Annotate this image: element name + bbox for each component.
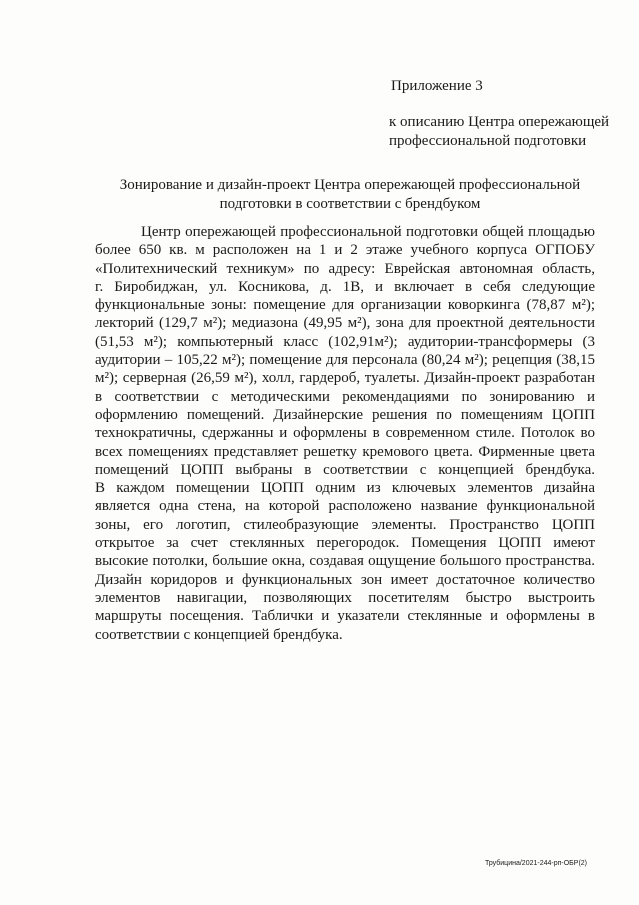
- body-line: помещений ЦОПП выбраны в соответствии с концепцией брендбука.: [95, 461, 595, 478]
- appendix-subtitle: [389, 113, 609, 151]
- body-line: соответствии с концепцией брендбука.: [95, 626, 343, 643]
- body-line: лекторий (129,7 м²); медиазона (49,95 м²), зона для проектной деятельности: [95, 315, 595, 332]
- body-line: всех помещениях представляет решетку кремового цвета. Фирменные цвета: [95, 443, 595, 460]
- body-line: является одна стена, на которой расположено название функциональной: [95, 498, 595, 515]
- body-line: функциональные зоны: помещение для организации коворкинга (78,87 м²);: [95, 297, 595, 314]
- body-line: аудитории – 105,22 м²); помещение для персонала (80,24 м²); рецепция (38,15: [95, 352, 595, 369]
- body-line: Дизайн коридоров и функциональных зон имеет достаточное количество: [95, 571, 595, 588]
- body-line: Центр опережающей профессиональной подготовки общей площадью: [141, 224, 595, 240]
- body-line: м²); серверная (26,59 м²), холл, гардероб, туалеты. Дизайн-проект разработан: [95, 370, 595, 387]
- heading-line: Зонирование и дизайн-проект Центра опережающей профессиональной: [119, 177, 581, 193]
- appendix-subtitle-line: к описанию Центра опережающей: [389, 114, 610, 130]
- body-paragraph: [95, 223, 595, 644]
- footer-document-code: Трубицина/2021-244-рп-ОБР(2): [484, 860, 587, 867]
- body-line: зоны, его логотип, стилеобразующие элементы. Пространство ЦОПП: [95, 516, 595, 533]
- appendix-subtitle-line: профессиональной подготовки: [389, 133, 587, 149]
- body-line: маршруты посещения. Таблички и указатели стеклянные и оформлены в: [95, 608, 595, 625]
- body-line: технократичны, сдержанны и оформлены в современном стиле. Потолок во: [95, 425, 595, 442]
- appendix-title: Приложение 3: [391, 78, 483, 94]
- body-line: (51,53 м²); компьютерный класс (102,91м²); аудитории-трансформеры (3: [95, 333, 595, 350]
- heading-line: подготовки в соответствии с брендбуком: [219, 196, 481, 212]
- body-line: оформлению помещений. Дизайнерские решения по помещениям ЦОПП: [95, 406, 595, 423]
- body-line: элементов навигации, позволяющих посетителям быстро выстроить: [95, 589, 595, 606]
- body-line: г. Биробиджан, ул. Косникова, д. 1В, и включает в себя следующие: [95, 278, 595, 295]
- body-line: в соответствии с методическими рекомендациями по зонированию и: [95, 388, 595, 405]
- body-line: В каждом помещении ЦОПП одним из ключевых элементов дизайна: [95, 480, 595, 497]
- body-line: «Политехнический техникум» по адресу: Еврейская автономная область,: [95, 260, 595, 277]
- document-heading: [90, 176, 610, 214]
- body-line: открытое за счет стеклянных перегородок. Помещения ЦОПП имеют: [95, 535, 595, 552]
- body-line: высокие потолки, большие окна, создавая ощущение большого пространства.: [95, 553, 595, 570]
- body-line: более 650 кв. м расположен на 1 и 2 этаже учебного корпуса ОГПОБУ: [95, 242, 595, 259]
